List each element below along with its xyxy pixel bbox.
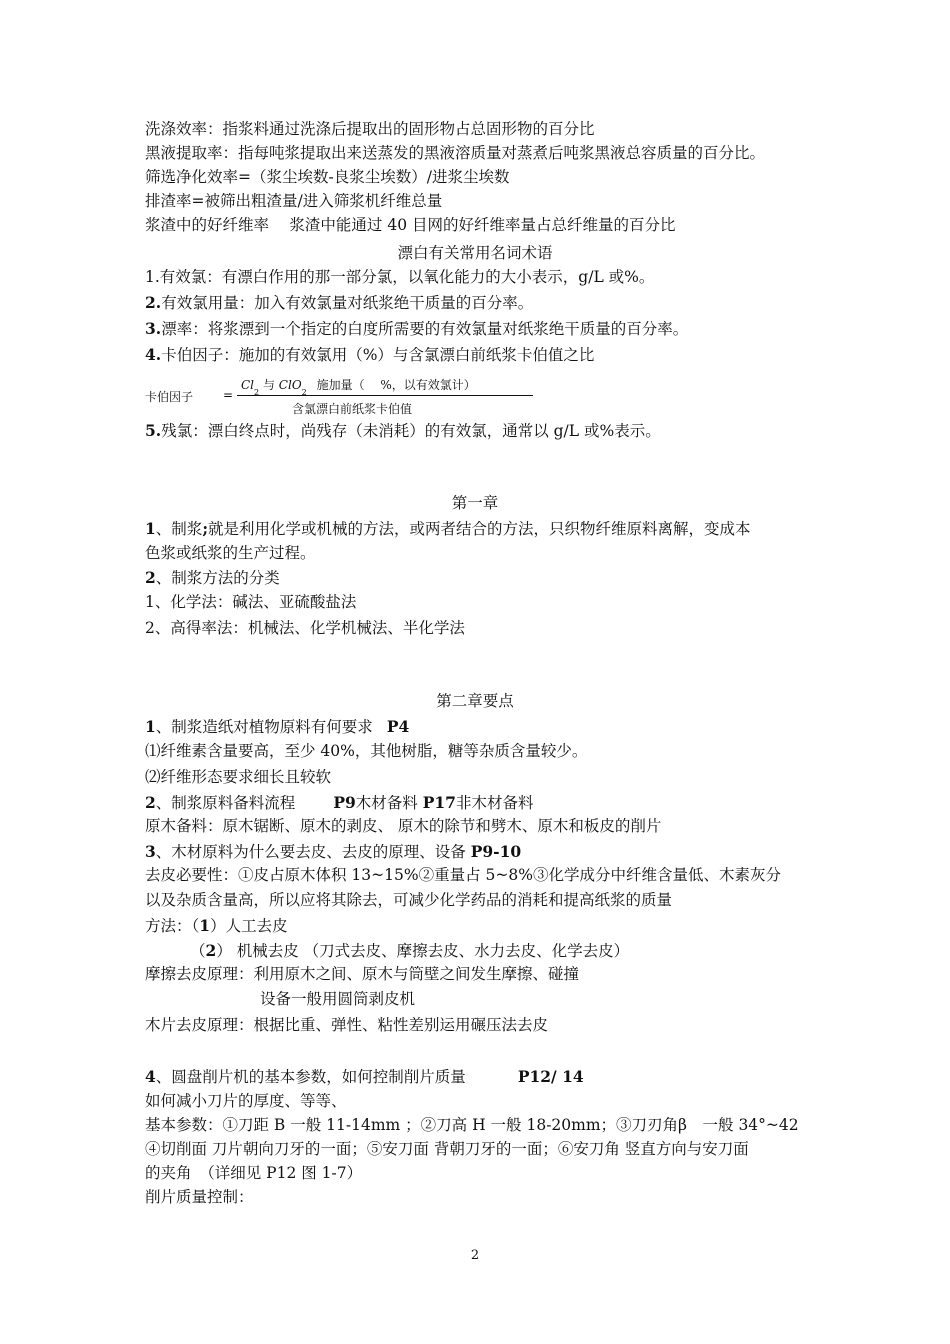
text-line: ⑵纤维形态要求细长且较软 <box>145 768 332 786</box>
text-line: 洗涤效率：指浆料通过洗涤后提取出的固形物占总固形物的百分比 <box>145 120 595 138</box>
term-item <box>145 344 594 366</box>
text-line: 的夹角 （详细见 P12 图 1-7） <box>145 1164 363 1182</box>
text-line: 黑液提取率：指每吨浆提取出来送蒸发的黑液溶质量对蒸煮后吨浆黑液总容质量的百分比。 <box>145 144 766 162</box>
formula-label: 卡伯因子 <box>145 390 194 404</box>
text-line: 摩擦去皮原理：利用原木之间、原木与筒壁之间发生摩擦、碰撞 <box>145 965 580 983</box>
item-text: 漂率：将浆漂到一个指定的白度所需要的有效氯量对纸浆绝干质量的百分率。 <box>161 320 689 338</box>
item-number: 1. <box>145 268 160 286</box>
item-text: ） 机械去皮 （刀式去皮、摩擦去皮、水力去皮、化学去皮） <box>216 942 630 960</box>
text-line <box>190 940 629 962</box>
text-line: 2、高得率法：机械法、化学机械法、半化学法 <box>145 619 465 637</box>
text-line: 原木备料：原木锯断、原木的剥皮、 原木的除节和劈木、原木和板皮的削片 <box>145 817 662 835</box>
question-line <box>145 716 409 738</box>
item-number: 1 <box>199 916 211 935</box>
item-text: 方法：（ <box>145 917 200 935</box>
item-number: 5. <box>145 421 162 440</box>
item-text: 卡伯因子：施加的有效氯用（%）与含氯漂白前纸浆卡伯值之比 <box>161 346 595 364</box>
section-heading: 漂白有关常用名词术语 <box>397 244 553 262</box>
chapter-heading: 第一章 <box>451 494 499 512</box>
question-line <box>145 1066 584 1088</box>
item-number: 2 <box>205 941 217 960</box>
text-line: 木片去皮原理：根据比重、弹性、粘性差别运用碾压法去皮 <box>145 1016 549 1034</box>
kappa-factor-formula <box>145 374 545 420</box>
text-line: 如何减小刀片的厚度、等等、 <box>145 1092 347 1110</box>
page-reference: P9-10 <box>470 842 522 861</box>
text-line: 基本参数：①刀距 B 一般 11-14mm ；②刀高 H 一般 18-20mm；③刀刃角β 一般 34°~42 <box>145 1116 799 1134</box>
formula-subscript: 2 <box>301 388 307 397</box>
semicolon: ; <box>202 519 209 538</box>
text-line <box>145 518 751 540</box>
term-item <box>145 292 533 314</box>
formula-denominator: 含氯漂白前纸浆卡伯值 <box>292 402 413 416</box>
text-line: 削片质量控制： <box>145 1188 254 1206</box>
chapter-heading: 第二章要点 <box>436 692 514 710</box>
text-line: 色浆或纸浆的生产过程。 <box>145 544 316 562</box>
page-reference: P4 <box>386 717 410 736</box>
item-text: 木材备料 <box>355 794 423 812</box>
item-text: 残氯：漂白终点时，尚残存（未消耗）的有效氯，通常以 g/L 或%表示。 <box>161 422 661 440</box>
item-text: 、制浆原料备料流程 <box>155 794 296 812</box>
formula-subscript: 2 <box>254 388 260 397</box>
formula-clo: ClO <box>278 378 302 392</box>
item-number: 3 <box>145 842 156 861</box>
text-line <box>145 567 280 589</box>
text-line: 排渣率=被筛出粗渣量/进入筛浆机纤维总量 <box>145 192 443 210</box>
item-text: 、圆盘削片机的基本参数，如何控制削片质量 <box>155 1068 466 1086</box>
item-number: 4 <box>145 1067 156 1086</box>
page-reference: P12/ 14 <box>517 1067 584 1086</box>
text-line: 浆渣中的好纤维率 浆渣中能通过 40 目网的好纤维率量占总纤维量的百分比 <box>145 216 676 234</box>
item-text: 有效氯：有漂白作用的那一部分氯，以氧化能力的大小表示，g/L 或%。 <box>159 268 655 286</box>
term-item <box>145 266 654 288</box>
item-text: 非木材备料 <box>455 794 534 812</box>
item-text: ）人工去皮 <box>210 917 288 935</box>
text-line: 设备一般用圆筒剥皮机 <box>260 990 416 1008</box>
term-item <box>145 420 661 442</box>
item-number: 2 <box>145 793 156 812</box>
item-number: 4. <box>145 345 162 364</box>
text-line: 以及杂质含量高，所以应将其除去，可减少化学药品的消耗和提高纸浆的质量 <box>145 891 673 909</box>
item-number: 1 <box>145 519 156 538</box>
term-item <box>145 318 688 340</box>
item-number: 3. <box>145 319 162 338</box>
item-text: 、木材原料为什么要去皮、去皮的原理、设备 <box>155 843 471 861</box>
item-number: 1 <box>145 717 156 736</box>
item-text: 、制浆 <box>155 520 203 538</box>
item-number: 2 <box>145 568 156 587</box>
item-text: 有效氯用量：加入有效氯量对纸浆绝干质量的百分率。 <box>161 294 534 312</box>
text-line: ⑴纤维素含量要高，至少 40%，其他树脂，糖等杂质含量较少。 <box>145 742 588 760</box>
item-number: 2. <box>145 293 162 312</box>
text-line: 1、化学法：碱法、亚硫酸盐法 <box>145 593 357 611</box>
formula-numerator-text: 施加量（ %，以有效氯计） <box>316 378 476 392</box>
page-reference: P17 <box>422 793 456 812</box>
item-text: 、制浆方法的分类 <box>155 569 280 587</box>
question-line <box>145 841 521 863</box>
item-text: 就是利用化学或机械的方法，或两者结合的方法，只织物纤维原料离解，变成本 <box>208 520 751 538</box>
text-line: 去皮必要性：①皮占原木体积 13~15%②重量占 5~8%③化学成分中纤维含量低、木素灰分 <box>145 866 781 884</box>
item-text: （ <box>190 942 206 960</box>
formula-cl: Cl <box>241 378 255 392</box>
page-number: 2 <box>470 1248 480 1263</box>
text-line <box>145 915 288 937</box>
text-line: 筛选净化效率=（浆尘埃数-良浆尘埃数）/进浆尘埃数 <box>145 168 510 186</box>
formula-with: 与 <box>262 378 275 392</box>
page-reference: P9 <box>333 793 356 812</box>
formula-numerator <box>241 376 476 397</box>
text-line: ④切削面 刀片朝向刀牙的一面；⑤安刀面 背朝刀牙的一面；⑥安刀角 竖直方向与安刀面 <box>145 1140 749 1158</box>
fraction-bar <box>237 395 533 396</box>
question-line <box>145 792 533 814</box>
item-text: 、制浆造纸对植物原料有何要求 <box>155 718 373 736</box>
formula-equals: = <box>223 388 234 402</box>
